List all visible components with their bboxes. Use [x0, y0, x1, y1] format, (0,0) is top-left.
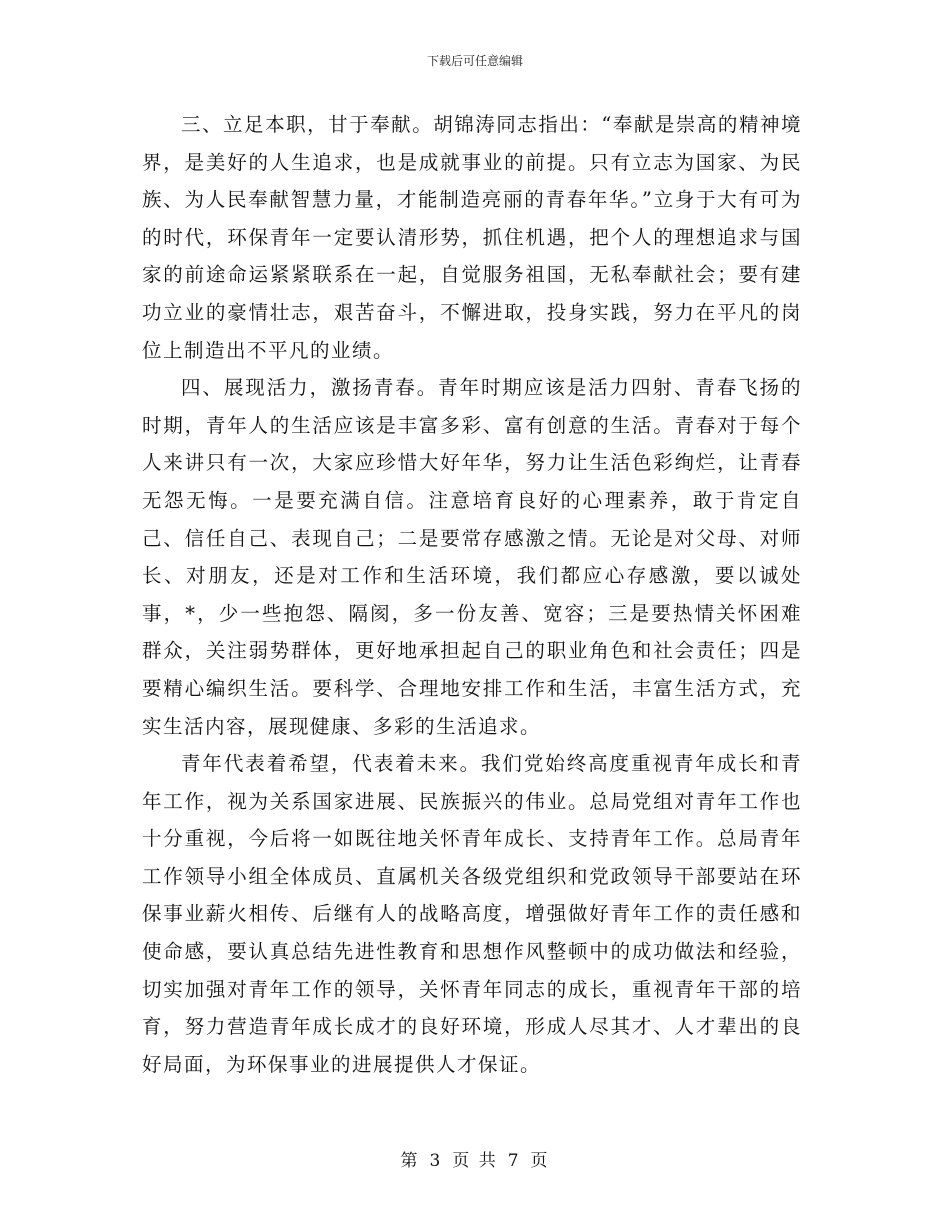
page-header: 下载后可任意编辑	[426, 54, 523, 68]
paragraph-vitality: 四、展现活力，激扬青春。青年时期应该是活力四射、青春飞扬的时期，青年人的生活应该是丰富多彩、富有创意的生活。青春对于每个人来讲只有一次，大家应珍惜大好年华，努力让生活色彩绚烂，让青春无怨无悔。一是要充满自信。注意培育良好的心理素养，敢于肯定自己、信任自己、表现自己；二是要常存感激之情。无论是对父母、对师长、对朋友，还是对工作和生活环境，我们都应心存感激，要以诚处事，*，少一些抱怨、隔阂，多一份友善、宽容；三是要热情关怀困难群众，关注弱势群体，更好地承担起自己的职业角色和社会责任；四是要精心编织生活。要科学、合理地安排工作和生活，丰富生活方式，充实生活内容，展现健康、多彩的生活追求。	[142, 376, 802, 738]
page-number-footer	[0, 1146, 950, 1171]
footer-middle: 页 共	[452, 1151, 498, 1171]
footer-suffix: 页	[530, 1151, 550, 1171]
paragraph-youth-future: 青年代表着希望，代表着未来。我们党始终高度重视青年成长和青年工作，视为关系国家进展、民族振兴的伟业。总局党组对青年工作也十分重视，今后将一如既往地关怀青年成长、支持青年工作。总局青年工作领导小组全体成员、直属机关各级党组织和党政领导干部要站在环保事业薪火相传、后继有人的战略高度，增强做好青年工作的责任感和使命感，要认真总结先进性教育和思想作风整顿中的成功做法和经验，切实加强对青年工作的领导，关怀青年同志的成长，重视青年干部的培育，努力营造青年成长成才的良好环境，形成人尽其才、人才辈出的良好局面，为环保事业的进展提供人才保证。	[142, 752, 802, 1076]
paragraph-dedication: 三、立足本职，甘于奉献。胡锦涛同志指出：“奉献是崇高的精神境界，是美好的人生追求，也是成就事业的前提。只有立志为国家、为民族、为人民奉献智慧力量，才能制造亮丽的青春年华。”立身于大有可为的时代，环保青年一定要认清形势，抓住机遇，把个人的理想追求与国家的前途命运紧紧联系在一起，自觉服务祖国，无私奉献社会；要有建功立业的豪情壮志，艰苦奋斗，不懈进取，投身实践，努力在平凡的岗位上制造出不平凡的业绩。	[142, 113, 802, 362]
footer-prefix: 第	[400, 1151, 420, 1171]
footer-current-page: 3	[429, 1151, 443, 1171]
footer-total-pages: 7	[507, 1151, 521, 1171]
document-body	[142, 106, 802, 1083]
